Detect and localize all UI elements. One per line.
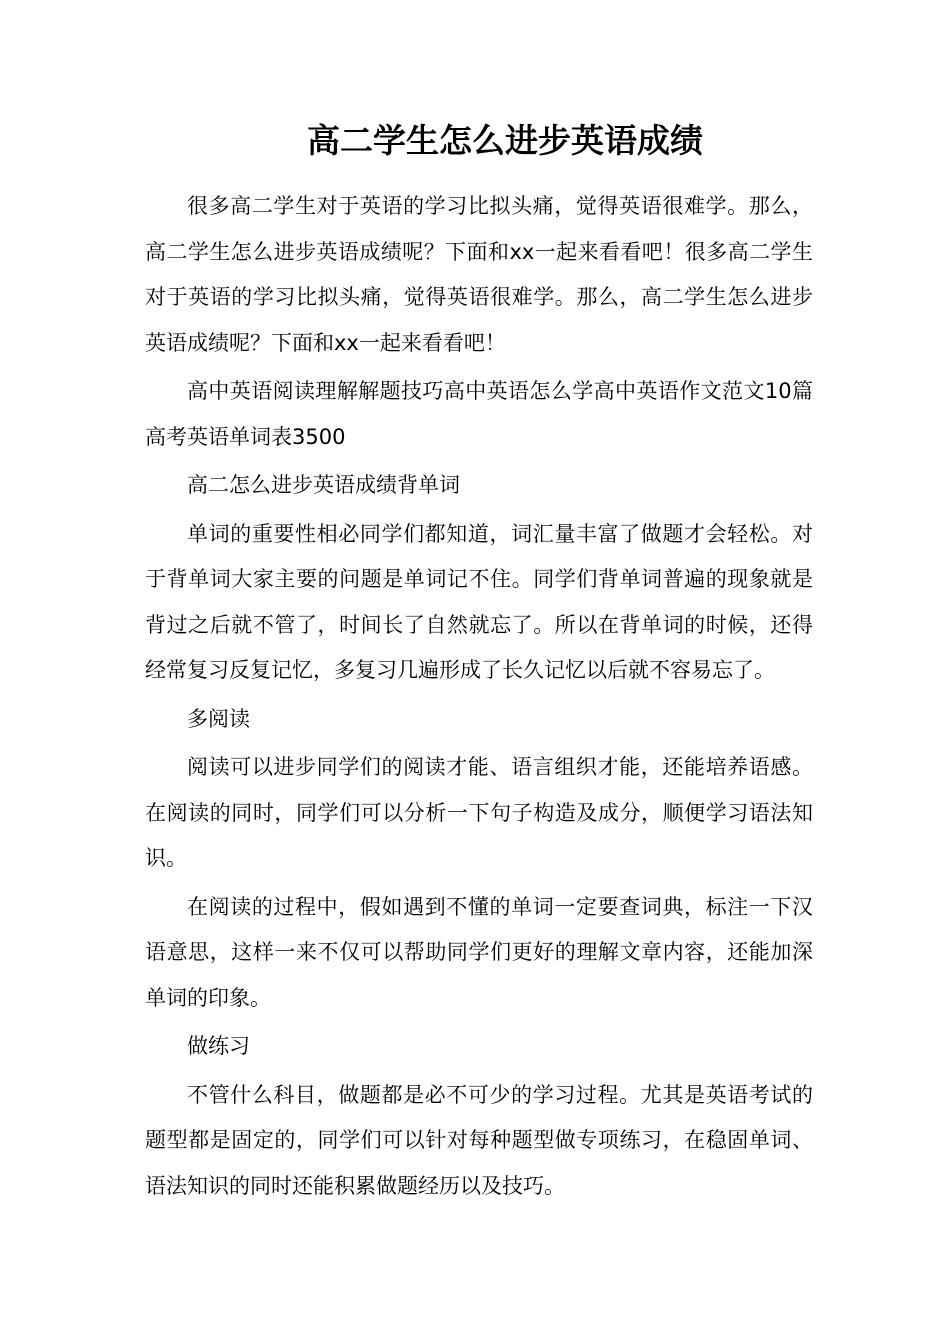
related-links-paragraph: 高中英语阅读理解解题技巧高中英语怎么学高中英语作文范文10篇高考英语单词表3500	[145, 379, 813, 449]
intro-paragraph: 很多高二学生对于英语的学习比拟头痛，觉得英语很难学。那么，高二学生怎么进步英语成绩呢？下面和xx一起来看看吧！很多高二学生对于英语的学习比拟头痛，觉得英语很难学。那么，高二学生怎么进步英语成绩呢？下面和xx一起来看看吧！	[145, 194, 813, 355]
reading-paragraph-1: 阅读可以进步同学们的阅读才能、语言组织才能，还能培养语感。在阅读的同时，同学们可以分析一下句子构造及成分，顺便学习语法知识。	[145, 755, 813, 870]
document-body	[145, 184, 813, 1212]
section-heading-reading: 多阅读	[187, 706, 250, 731]
vocabulary-paragraph: 单词的重要性相必同学们都知道，词汇量丰富了做题才会轻松。对于背单词大家主要的问题是单词记不住。同学们背单词普遍的现象就是背过之后就不管了，时间长了自然就忘了。所以在背单词的时候，还得经常复习反复记忆，多复习几遍形成了长久记忆以后就不容易忘了。	[145, 521, 813, 682]
section-heading-practice: 做练习	[187, 1034, 250, 1058]
reading-paragraph-2: 在阅读的过程中，假如遇到不懂的单词一定要查词典，标注一下汉语意思，这样一来不仅可以帮助同学们更好的理解文章内容，还能加深单词的印象。	[145, 894, 813, 1010]
document-title: 高二学生怎么进步英语成绩	[307, 121, 703, 160]
section-heading-vocabulary: 高二怎么进步英语成绩背单词	[187, 473, 460, 497]
practice-paragraph: 不管什么科目，做题都是必不可少的学习过程。尤其是英语考试的题型都是固定的，同学们可以针对每种题型做专项练习，在稳固单词、语法知识的同时还能积累做题经历以及技巧。	[145, 1082, 813, 1198]
